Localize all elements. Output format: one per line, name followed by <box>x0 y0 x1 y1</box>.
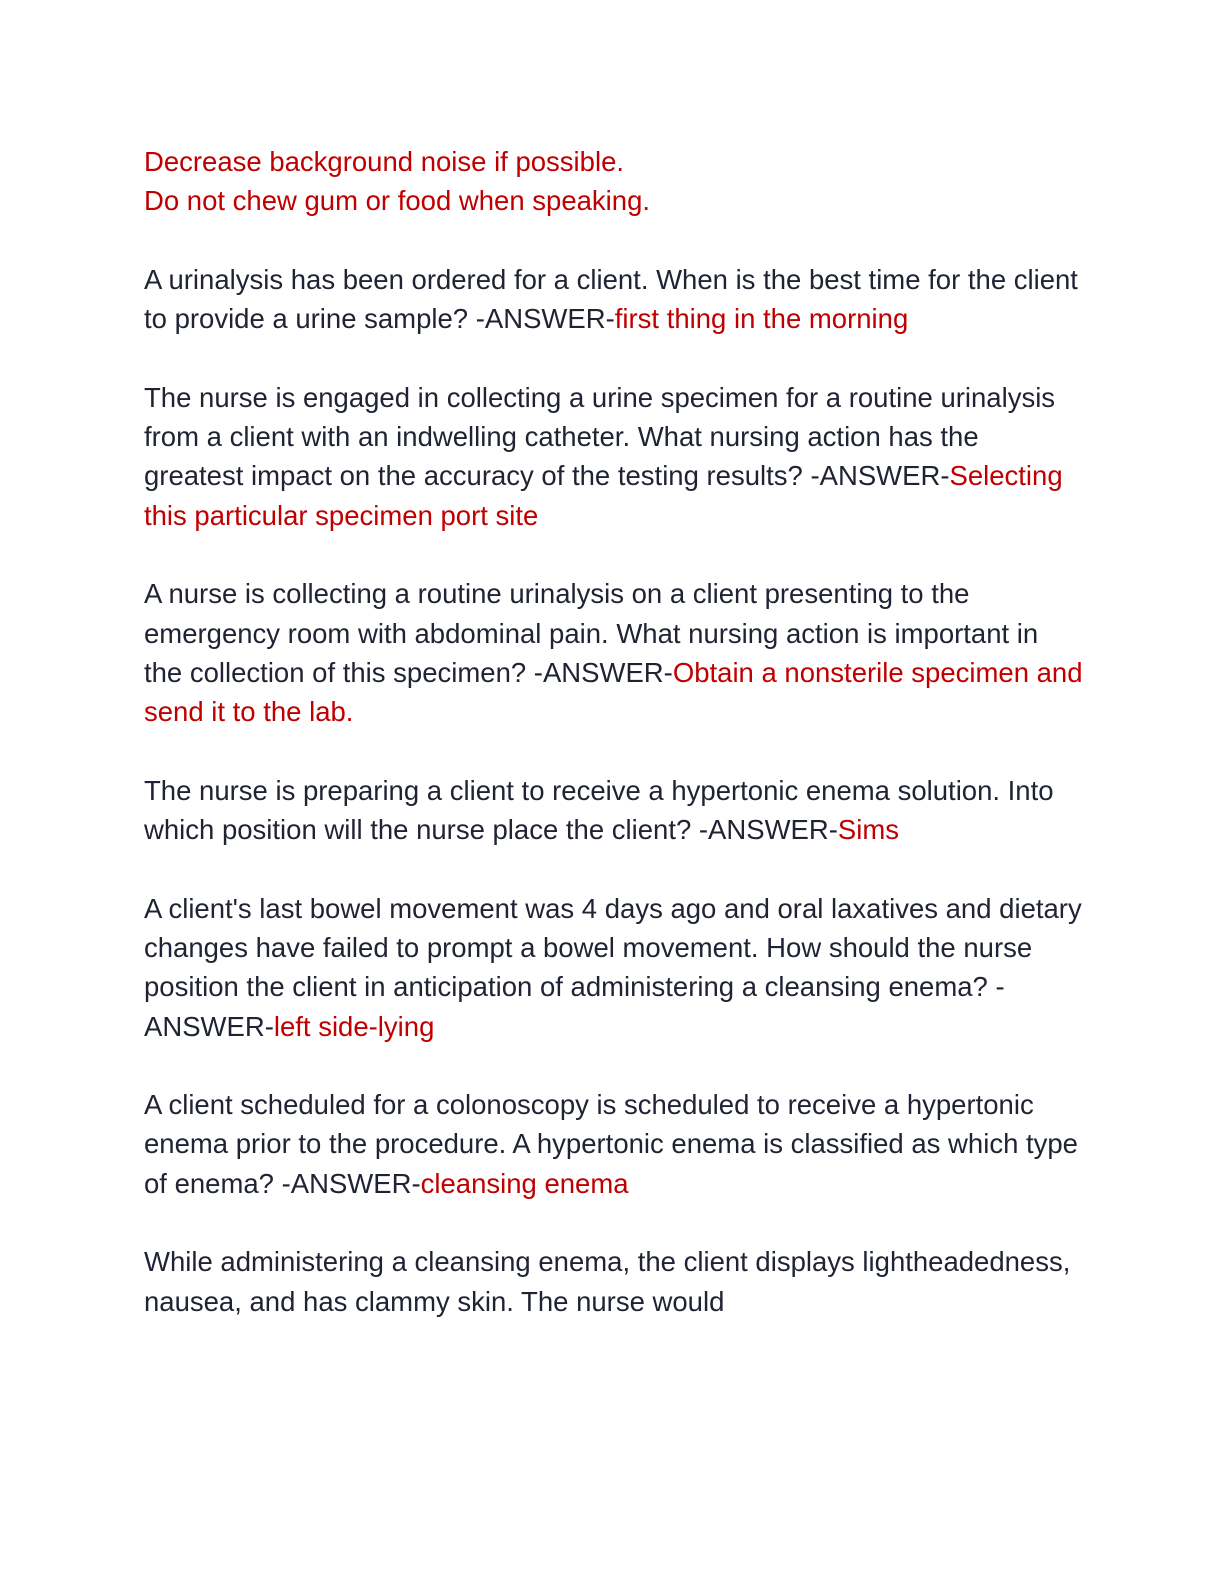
answer-marker: -ANSWER- <box>526 656 673 688</box>
answer-marker: -ANSWER- <box>802 460 950 492</box>
qa-item-3 <box>144 574 1084 731</box>
answer-text: Obtain a nonsterile specimen and send it to the lab. <box>144 656 1083 728</box>
qa-item-2 <box>144 378 1084 535</box>
question-text: A urinalysis has been ordered for a client. When is the best time for the client to provide a urine sample? <box>144 263 1078 335</box>
intro-line-1: Decrease background noise if possible. <box>144 146 625 177</box>
qa-item-4 <box>144 771 1084 850</box>
trailing-question <box>144 1242 1084 1321</box>
question-text: A nurse is collecting a routine urinalysis on a client presenting to the emergency room with abdominal pain. What nursing action is important in the collection of this specimen? <box>144 578 1039 688</box>
answer-text: left side-lying <box>273 1010 435 1042</box>
answer-marker: -ANSWER- <box>144 971 1005 1042</box>
qa-item-1 <box>144 260 1084 339</box>
intro-notes <box>144 142 1084 221</box>
qa-item-5 <box>144 889 1084 1046</box>
answer-marker: -ANSWER- <box>691 814 838 846</box>
question-text: A client's last bowel movement was 4 days ago and oral laxatives and dietary changes have failed to prompt a bowel movement. How should the nurse position the client in anticipation of administering a cleansing enema? <box>144 892 1082 1003</box>
answer-text: Sims <box>837 814 900 846</box>
question-text: While administering a cleansing enema, the client displays lightheadedness, nausea, and has clammy skin. The nurse would <box>144 1246 1071 1317</box>
question-text: The nurse is engaged in collecting a urine specimen for a routine urinalysis from a client with an indwelling catheter. What nursing action has the greatest impact on the accuracy of the testing results? <box>144 381 1056 492</box>
answer-text: first thing in the morning <box>614 303 909 335</box>
question-text: A client scheduled for a colonoscopy is scheduled to receive a hypertonic enema prior to the procedure. A hypertonic enema is classified as which type of enema? <box>144 1089 1078 1199</box>
answer-text: Selecting this particular specimen port site <box>144 460 1063 531</box>
intro-line-2: Do not chew gum or food when speaking. <box>144 185 650 217</box>
answer-text: cleansing enema <box>420 1167 629 1199</box>
answer-marker: -ANSWER- <box>468 303 615 335</box>
document-page <box>144 142 1084 1360</box>
answer-marker: -ANSWER- <box>273 1167 421 1199</box>
question-text: The nurse is preparing a client to receive a hypertonic enema solution. Into which position will the nurse place the client? <box>144 774 1054 846</box>
qa-item-6 <box>144 1085 1084 1203</box>
